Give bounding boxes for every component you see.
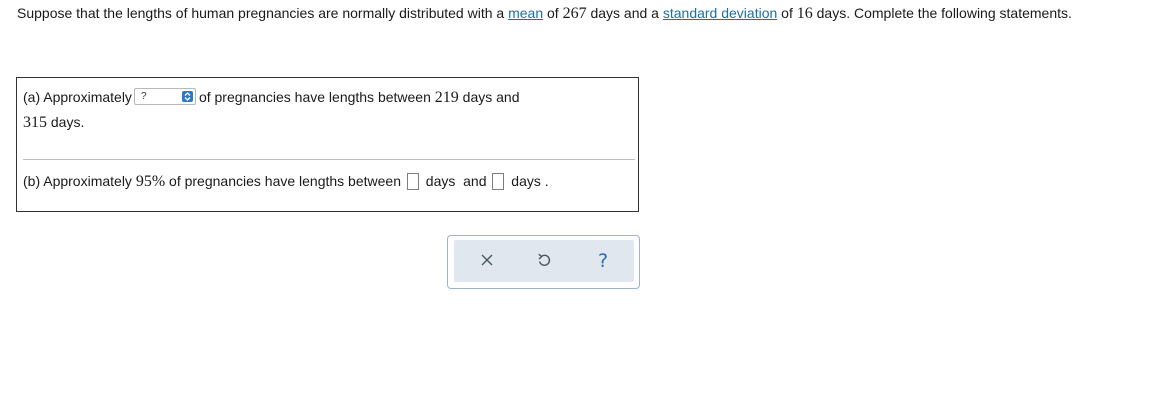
- help-button[interactable]: [590, 248, 616, 274]
- toolbar-panel: [454, 240, 634, 282]
- upper-bound-input[interactable]: [492, 173, 504, 190]
- part-a: [23, 85, 623, 135]
- part-b: [23, 171, 635, 192]
- part-b-days-and: days and: [421, 173, 491, 189]
- standard-deviation-link[interactable]: standard deviation: [662, 5, 778, 21]
- problem-intro: Suppose that the lengths of human pregnancies are normally distributed with a: [17, 5, 509, 21]
- part-a-middle: of pregnancies have lengths between: [198, 89, 435, 105]
- dropdown-value: ?: [140, 91, 147, 102]
- percent-dropdown[interactable]: [134, 88, 196, 105]
- mean-link[interactable]: mean: [508, 5, 544, 21]
- clear-button[interactable]: [474, 248, 500, 274]
- close-icon: [481, 253, 493, 269]
- part-b-middle: of pregnancies have lengths between: [165, 173, 405, 189]
- part-a-suffix: days.: [47, 114, 85, 130]
- problem-text-of: of: [543, 5, 563, 21]
- part-b-percent: 95%: [135, 173, 166, 190]
- lower-bound-input[interactable]: [407, 173, 419, 190]
- undo-button[interactable]: [531, 248, 557, 274]
- part-b-prefix: (b) Approximately: [23, 173, 136, 189]
- part-a-high: 315: [23, 114, 47, 131]
- problem-text-days-and-a: days and a: [586, 5, 663, 21]
- problem-statement: [17, 4, 1152, 23]
- part-a-prefix: (a) Approximately: [23, 89, 132, 105]
- chevron-updown-icon: [182, 91, 193, 102]
- undo-icon: [537, 252, 551, 271]
- part-b-days-end: days .: [507, 173, 549, 189]
- part-a-and: days and: [458, 89, 520, 105]
- mean-value: 267: [562, 5, 587, 22]
- divider: [23, 159, 635, 160]
- problem-text-of-2: of: [777, 5, 797, 21]
- question-box: [16, 77, 639, 212]
- part-a-low: 219: [434, 89, 459, 106]
- help-icon: ?: [597, 250, 609, 272]
- problem-text-end: days. Complete the following statements.: [812, 5, 1072, 21]
- sd-value: 16: [796, 5, 813, 22]
- answer-toolbar: [447, 235, 640, 289]
